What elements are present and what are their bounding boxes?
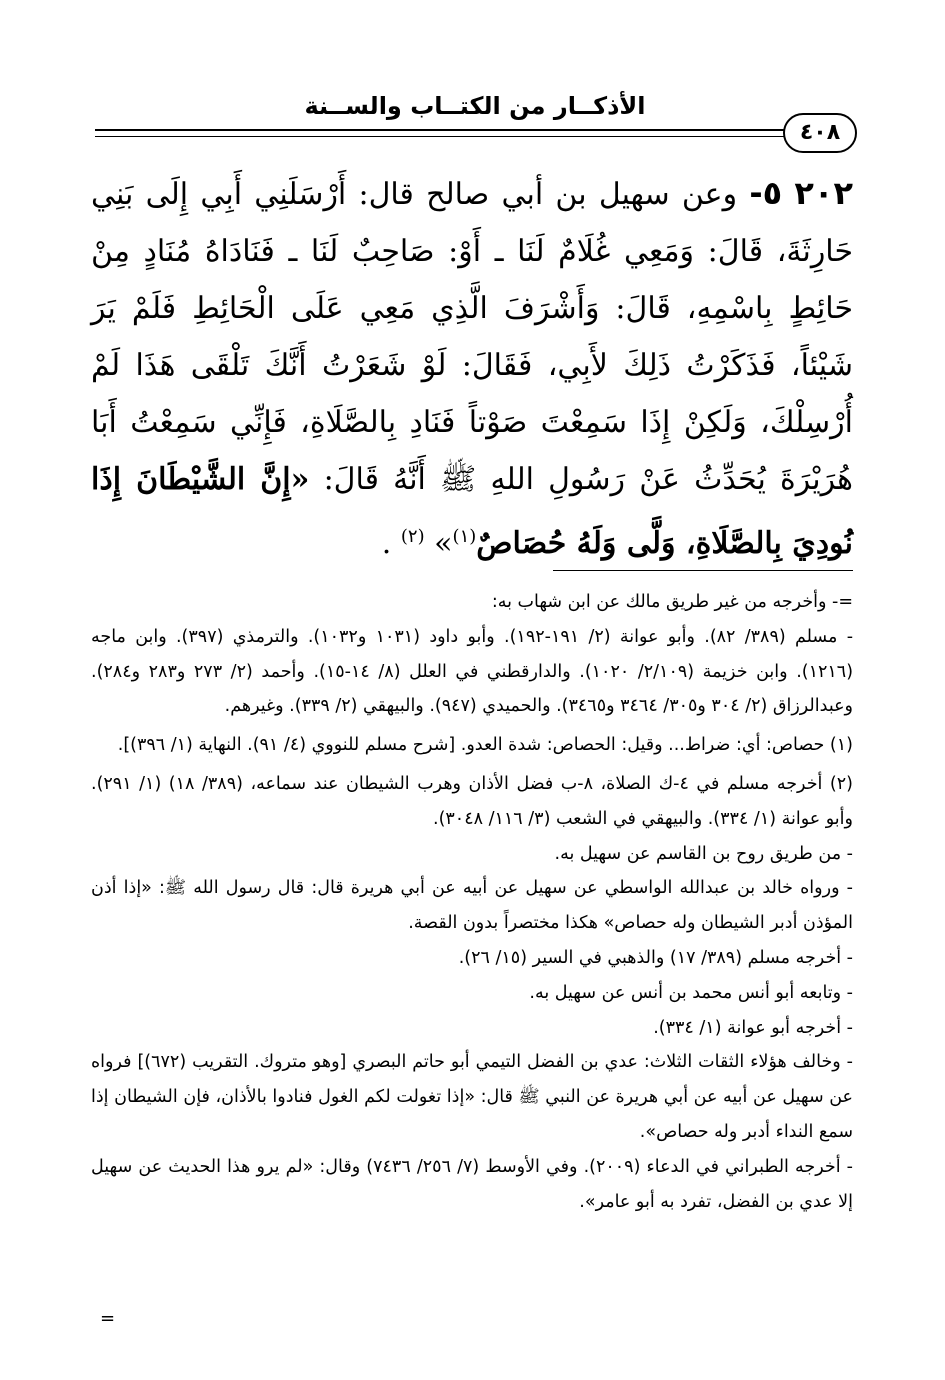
footnote-line: - ورواه خالد بن عبدالله الواسطي عن سهيل عن أبيه عن أبي هريرة قال: قال رسول الله ﷺ: «إذا أذن المؤذن أدبر الشيطان وله حصاص» هكذا مختصراً بدون القصة.: [91, 878, 853, 934]
hadith-number: ٢٠٢: [794, 174, 853, 212]
footnote-2: (٢) أخرجه مسلم في ٤-ك الصلاة، ٨-ب فضل الأذان وهرب الشيطان عند سماعه، (٣٨٩/ ١٨) (١/ ٢٩١). وأبو عوانة (١/ ٣٣٤). والبيهقي في الشعب (٣/ ١١٦/ ٣٠٤٨).: [91, 773, 853, 829]
footnote-line: =- وأخرجه من غير طريق مالك عن ابن شهاب به:: [491, 592, 853, 612]
hadith-sub-number: ٥-: [749, 174, 783, 212]
continued-mark: =: [100, 1308, 116, 1329]
footnote-line: - من طريق روح بن القاسم عن سهيل به.: [554, 843, 853, 864]
footnote-line: - أخرجه مسلم (٣٨٩/ ١٧) والذهبي في السير (١٥/ ٢٦).: [458, 947, 853, 968]
footnote-separator: [553, 570, 853, 571]
footnote-ref-2: (٢): [400, 526, 425, 547]
footnote-line: - أخرجه الطبراني في الدعاء (٢٠٠٩). وفي الأوسط (٧/ ٢٥٦/ ٧٤٣٦) وقال: «لم يرو هذا الحديث عن سهيل إلا عدي بن الفضل، تفرد به أبو عامر».: [91, 1156, 853, 1212]
quote-close: »: [434, 526, 453, 561]
prophetic-quote: «إِنَّ الشَّيْطَانَ إِذَا نُودِيَ بِالصَّلَاةِ، وَلَّى وَلَهُ حُصَاصٌ: [91, 462, 853, 561]
footnote-line: - وخالف هؤلاء الثقات الثلاث: عدي بن الفضل التيمي أبو حاتم البصري [وهو متروك. التقريب (٦٧٢)] فرواه عن سهيل عن أبيه عن أبي هريرة عن النبي ﷺ قال: «إذا تغولت لكم الغول فنادوا بالأذان، فإن الشيطان إذا سمع النداء أدبر وله حصاص».: [91, 1052, 853, 1142]
hadith-body: [91, 165, 853, 572]
header-rule-thin: [95, 136, 795, 137]
footnote-line: - وتابعه أبو أنس محمد بن أنس عن سهيل به.: [529, 982, 853, 1003]
footnote-1: (١) حصاص: أي: ضراط... وقيل: الحصاص: شدة العدو. [شرح مسلم للنووي (٤/ ٩١). النهاية (١/ ٣٩٦)].: [117, 735, 853, 756]
footnote-line: - أخرجه أبو عوانة (١/ ٣٣٤).: [653, 1017, 853, 1038]
header-rule: [95, 129, 795, 131]
footnote-line: - مسلم (٣٨٩/ ٨٢). وأبو عوانة (٢/ ١٩١-١٩٢). وأبو داود (١٠٣١ و١٠٣٢). والترمذي (٣٩٧). وابن ماجه (١٢١٦). وابن خزيمة (٢/١٠٩/ ١٠٢٠). والدارقطني في العلل (٨/ ١٤-١٥). وأحمد (٢/ ٢٧٣ و٢٨٣ و٢٨٤). وعبدالرزاق (٢/ ٣٠٤ و٣٠٥/ ٣٤٦٤ و٣٤٦٥). والحميدي (٩٤٧). والبيهقي (٢/ ٣٣٩). وغيرهم.: [91, 626, 854, 717]
running-title: الأذكــار من الكتــاب والســنة: [304, 92, 646, 120]
hadith-end: .: [381, 526, 392, 561]
page-number: ٤٠٨: [783, 113, 857, 153]
footnote-ref-1: (١): [452, 526, 477, 547]
footnotes: [91, 585, 853, 1219]
hadith-text: وعن سهيل بن أبي صالح قال: أَرْسَلَنِي أَبِي إِلَى بَنِي حَارِثَةَ، قَالَ: وَمَعِي غُلَامٌ لَنَا ـ أَوْ: صَاحِبٌ لَنَا ـ فَنَادَاهُ مُنَادٍ مِنْ حَائِطٍ بِاسْمِهِ، قَالَ: وَأَشْرَفَ الَّذِي مَعِي عَلَى الْحَائِطِ فَلَمْ يَرَ شَيْئاً، فَذَكَرْتُ ذَلِكَ لأَبِي، فَقَالَ: لَوْ شَعَرْتُ أَنَّكَ تَلْقَى هَذَا لَمْ أُرْسِلْكَ، وَلَكِنْ إِذَا سَمِعْتَ صَوْتاً فَنَادِ بِالصَّلَاةِ، فَإِنِّي سَمِعْتُ أَبَا هُرَيْرَةَ يُحَدِّثُ عَنْ رَسُولِ اللهِ ﷺ أَنَّهُ قَالَ:: [91, 177, 853, 497]
